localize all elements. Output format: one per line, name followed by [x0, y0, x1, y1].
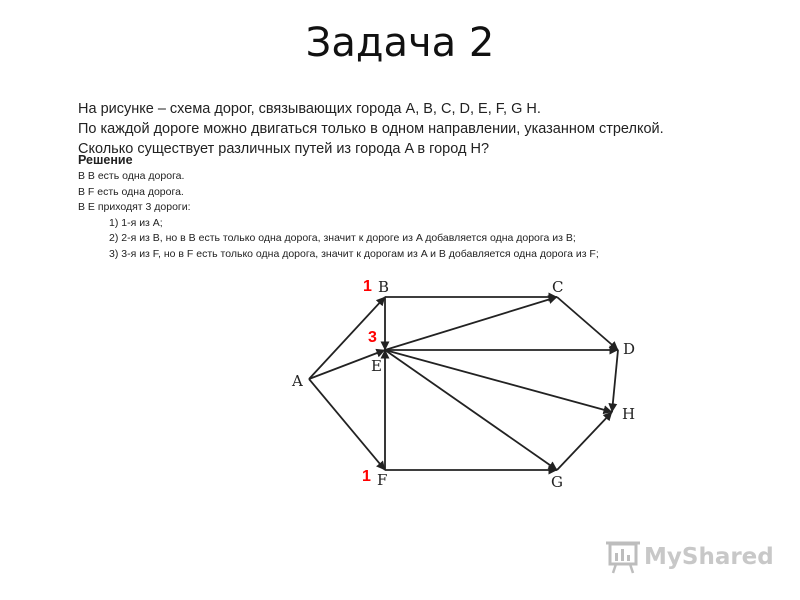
- path-count-e: 3: [368, 329, 377, 346]
- edge-a-f: [309, 379, 385, 470]
- solution-line: В E приходят 3 дороги:: [78, 201, 191, 213]
- edge-e-g: [385, 350, 557, 470]
- node-label-a: A: [292, 372, 303, 390]
- edge-e-h: [385, 350, 612, 412]
- solution-line: В F есть одна дорога.: [78, 185, 184, 198]
- graph-edges: [309, 297, 618, 470]
- node-label-b: B: [378, 278, 390, 296]
- solution-sub-line: 3) 3-я из F, но в F есть только одна дорога, значит к дорогам из A и B добавляется одна дорога из F;: [109, 247, 599, 260]
- solution-heading: Решение: [78, 153, 133, 167]
- node-label-g: G: [551, 473, 563, 491]
- logo-text: MyShared: [644, 544, 774, 570]
- node-label-d: D: [623, 340, 636, 358]
- node-label-e: E: [371, 357, 382, 375]
- node-label-c: C: [552, 278, 564, 296]
- edge-c-d: [557, 297, 618, 350]
- graph-labels: [291, 278, 635, 491]
- myshared-logo: [604, 535, 774, 575]
- edge-g-h: [557, 412, 612, 470]
- problem-line-2: По каждой дороге можно двигаться только в одном направлении, указанном стрелкой.: [78, 121, 664, 137]
- problem-line-3: Сколько существует различных путей из города A в город H?: [78, 141, 490, 157]
- slide-title: Задача 2: [305, 20, 495, 66]
- solution-sub-line: 1) 1-я из A;: [109, 216, 163, 229]
- node-label-h: H: [622, 405, 636, 423]
- problem-line-1: На рисунке – схема дорог, связывающих города A, B, C, D, E, F, G H.: [78, 101, 541, 117]
- solution-line: В B есть одна дорога.: [78, 170, 185, 182]
- path-count-f: 1: [362, 468, 371, 485]
- node-label-f: F: [377, 471, 388, 489]
- presentation-board-icon: [606, 543, 640, 573]
- path-count-b: 1: [363, 278, 372, 295]
- edge-d-h: [612, 350, 618, 412]
- solution-sub-line: 2) 2-я из B, но в B есть только одна дорога, значит к дороге из A добавляется одна дорога из B;: [109, 232, 576, 244]
- edge-e-c: [385, 297, 557, 350]
